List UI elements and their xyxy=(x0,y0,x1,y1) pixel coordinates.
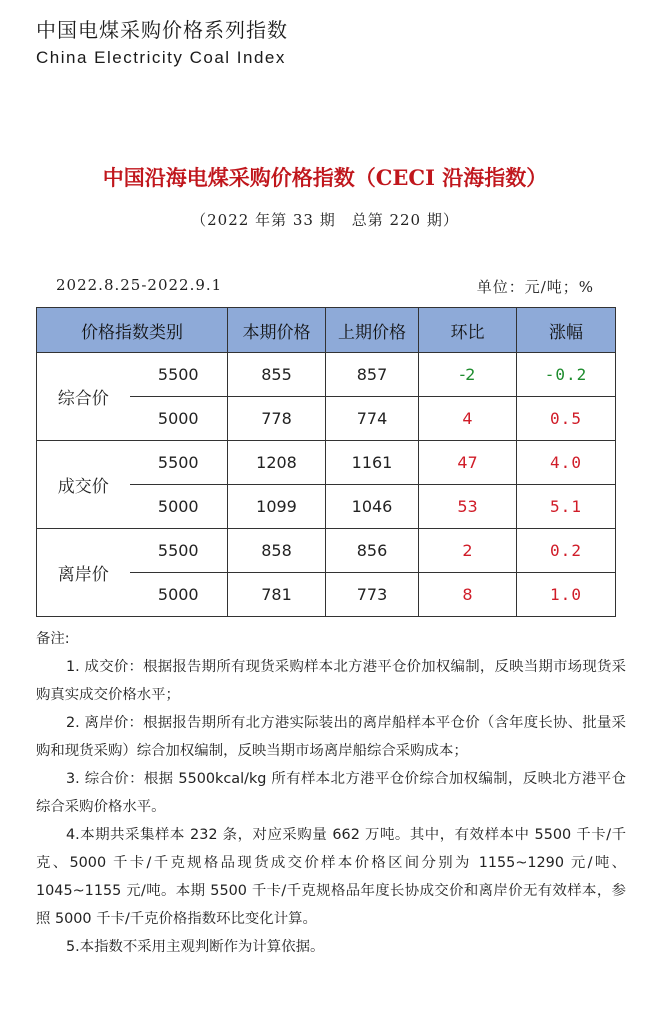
mom-cell: 4 xyxy=(419,397,517,441)
header-category: 价格指数类别 xyxy=(37,308,228,353)
previous-price-cell: 857 xyxy=(326,353,419,397)
header-change: 涨幅 xyxy=(517,308,616,353)
change-cell: 5.1 xyxy=(517,485,616,529)
note-item: 3. 综合价：根据 5500kcal/kg 所有样本北方港平仓价综合加权编制，反映北方港平仓综合采购价格水平。 xyxy=(36,771,626,815)
table-row xyxy=(37,529,616,573)
header-mom: 环比 xyxy=(419,308,517,353)
group-label: 成交价 xyxy=(37,441,130,529)
series-title-en: China Electricity Coal Index xyxy=(36,48,286,67)
change-cell: 0.5 xyxy=(517,397,616,441)
mom-cell: 2 xyxy=(419,529,517,573)
change-cell: 4.0 xyxy=(517,441,616,485)
spec-cell: 5000 xyxy=(130,397,228,441)
spec-cell: 5500 xyxy=(130,441,228,485)
change-cell: 0.2 xyxy=(517,529,616,573)
mom-cell: 53 xyxy=(419,485,517,529)
date-range: 2022.8.25-2022.9.1 xyxy=(56,276,223,294)
header-previous: 上期价格 xyxy=(326,308,419,353)
current-price-cell: 1208 xyxy=(228,441,326,485)
previous-price-cell: 856 xyxy=(326,529,419,573)
issue-number: （2022 年第 33 期 总第 220 期） xyxy=(191,211,459,229)
current-price-cell: 781 xyxy=(228,573,326,617)
notes-section xyxy=(36,625,626,961)
current-price-cell: 778 xyxy=(228,397,326,441)
previous-price-cell: 773 xyxy=(326,573,419,617)
table-row xyxy=(37,441,616,485)
current-price-cell: 855 xyxy=(228,353,326,397)
table-row xyxy=(37,353,616,397)
change-cell: -0.2 xyxy=(517,353,616,397)
previous-price-cell: 774 xyxy=(326,397,419,441)
group-label: 综合价 xyxy=(37,353,130,441)
header-current: 本期价格 xyxy=(228,308,326,353)
unit-label: 单位：元/吨；% xyxy=(476,278,594,296)
mom-cell: -2 xyxy=(419,353,517,397)
notes-label: 备注: xyxy=(36,631,70,647)
table-header-row xyxy=(37,308,616,353)
change-cell: 1.0 xyxy=(517,573,616,617)
spec-cell: 5000 xyxy=(130,573,228,617)
previous-price-cell: 1161 xyxy=(326,441,419,485)
current-price-cell: 1099 xyxy=(228,485,326,529)
previous-price-cell: 1046 xyxy=(326,485,419,529)
price-index-table xyxy=(36,307,616,617)
note-item: 2. 离岸价：根据报告期所有北方港实际装出的离岸船样本平仓价（含年度长协、批量采购和现货采购）综合加权编制，反映当期市场离岸船综合采购成本； xyxy=(36,715,626,759)
series-title-cn: 中国电煤采购价格系列指数 xyxy=(36,18,288,42)
note-item: 5.本指数不采用主观判断作为计算依据。 xyxy=(66,939,325,955)
spec-cell: 5500 xyxy=(130,353,228,397)
note-item: 4.本期共采集样本 232 条，对应采购量 662 万吨。其中，有效样本中 5500 千卡/千克、5000 千卡/千克规格品现货成交价样本价格区间分别为 1155~1290 元/吨、1045~1155 元/吨。本期 5500 千卡/千克规格品年度长协成交价和离岸价无有效样本，参照 5000 千卡/千克价格指数环比变化计算。 xyxy=(36,827,626,927)
group-label: 离岸价 xyxy=(37,529,130,617)
note-item: 1. 成交价：根据报告期所有现货采购样本北方港平仓价加权编制，反映当期市场现货采购真实成交价格水平； xyxy=(36,659,626,703)
spec-cell: 5500 xyxy=(130,529,228,573)
report-title: 中国沿海电煤采购价格指数（CECI 沿海指数） xyxy=(102,165,548,190)
spec-cell: 5000 xyxy=(130,485,228,529)
mom-cell: 8 xyxy=(419,573,517,617)
current-price-cell: 858 xyxy=(228,529,326,573)
mom-cell: 47 xyxy=(419,441,517,485)
